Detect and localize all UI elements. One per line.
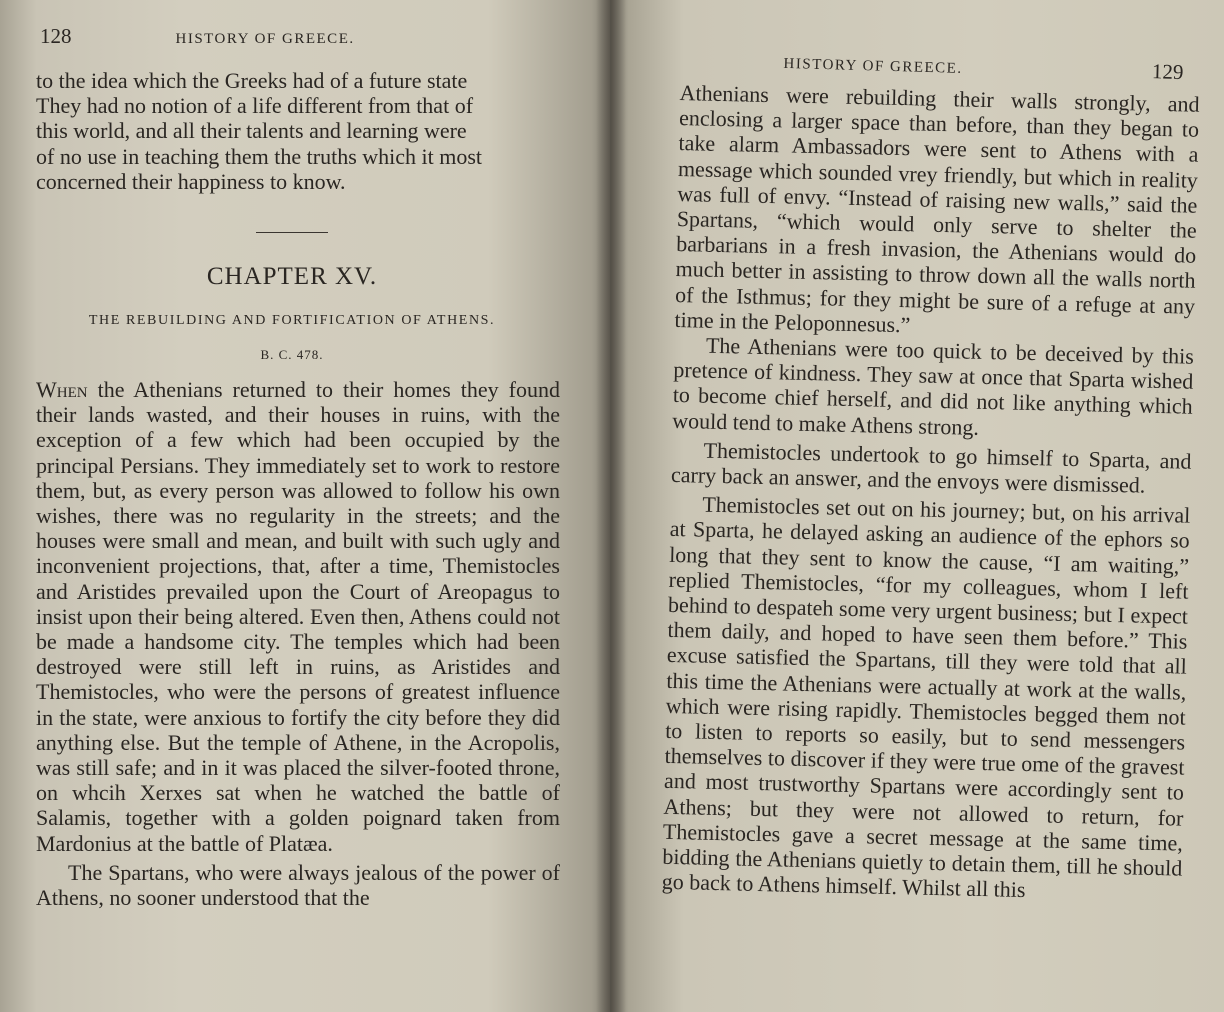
intro-line: to the idea which the Greeks had of a future state: [36, 68, 468, 93]
left-paragraph-2: The Spartans, who were always jealous of the power of Athens, no sooner understood that the: [36, 859, 560, 911]
right-running-head: [679, 46, 1200, 87]
left-paragraph-1: [36, 377, 560, 856]
left-body-text: [24, 377, 560, 910]
book-gutter: [596, 0, 626, 1012]
left-page-number: 128: [40, 24, 72, 48]
left-running-title: HISTORY OF GREECE.: [175, 31, 355, 47]
left-running-head: [24, 24, 560, 50]
intro-line: of no use in teaching them the truths which it most: [36, 143, 483, 169]
intro-line: They had no notion of a life different from that of: [36, 93, 474, 119]
chapter-subtitle: THE REBUILDING AND FORTIFICATION OF ATHENS.: [88, 313, 496, 329]
right-paragraph-2: The Athenians were too quick to be deceived by this pretence of kindness. They saw at once that Sparta wished to become chief herself, and did not like anything which would tend to make Athens strong.: [671, 332, 1195, 440]
right-page: [610, 0, 1224, 1012]
right-body-text: [662, 80, 1200, 906]
chapter-date: B. C. 478.: [260, 347, 324, 363]
right-paragraph-1: Athenians were rebuilding their walls strongly, and enclosing a larger space than before, than they began to take alarm Ambassadors were sent to Athens with a message which sounded vrey friendly, but which in reality was full of envy. “Instead of raising new walls,” said the Spartans, “which would only serve to shelter the barbarians in a fresh invasion, the Athenians would do much better in assisting to throw down all the walls north of the Isthmus; for they might be sure of a refuge at any time in the Peloponnesus.”: [674, 80, 1200, 338]
right-running-title: HISTORY OF GREECE.: [783, 55, 963, 77]
right-page-number: 129: [1151, 59, 1184, 85]
drop-word: When: [36, 377, 88, 403]
intro-line: this world, and all their talents and learning were: [36, 118, 467, 144]
right-paragraph-3: Themistocles undertook to go himself to Sparta, and carry back an answer, and the envoys were dismissed.: [670, 437, 1192, 498]
left-intro-text: [24, 68, 560, 194]
intro-line: concerned their happiness to know.: [36, 168, 346, 194]
chapter-title: CHAPTER XV.: [206, 263, 378, 291]
right-paragraph-4: Themistocles set out on his journey; but, on his arrival at Sparta, he delayed asking an audience of the ephors so long that they sent to know the cause, “I am waiting,” replied Themistocles, “for my colleagues, whom I left behind to despateh some very urgent business; but I expect them daily, and hoped to have seen them before.” This excuse satisfied the Spartans, till they were told that all this time the Athenians were actually at work at the walls, which were rising rapidly. Themistocles begged them not to listen to reports so easily, but to send messengers themselves to discover if they were true ome of the gravest and most trustworthy Spartans were accordingly sent to Athens; but they were not allowed to return, for Themistocles gave a secret message at the same time, bidding the Athenians quietly to detain them, till he should go back to Athens himself. Whilst all this: [661, 491, 1191, 903]
left-page: [0, 0, 610, 1012]
section-divider: [256, 232, 328, 233]
left-paragraph-1-text: the Athenians returned to their homes they found their lands wasted, and their houses in ruins, with the exception of a few which had been occupied by the principal Persians. They immediately set to work to restore them, but, as every person was allowed to follow his own wishes, there was no regularity in the streets; and the houses were small and mean, and built with such ugly and inconvenient projections, that, after a time, Themistocles and Aristides prevailed upon the Court of Areopagus to insist upon their being altered. Even then, Athens could not be made a handsome city. The temples which had been destroyed were still left in ruins, as Aristides and Themistocles, who were the persons of greatest influence in the state, were anxious to fortify the city before they did anything else. But the temple of Athene, in the Acropolis, was still safe; and in it was placed the silver-footed throne, on whcih Xerxes sat when he watched the battle of Salamis, together with a golden poignard taken from Mardonius at the battle of Platæa.: [36, 377, 561, 856]
